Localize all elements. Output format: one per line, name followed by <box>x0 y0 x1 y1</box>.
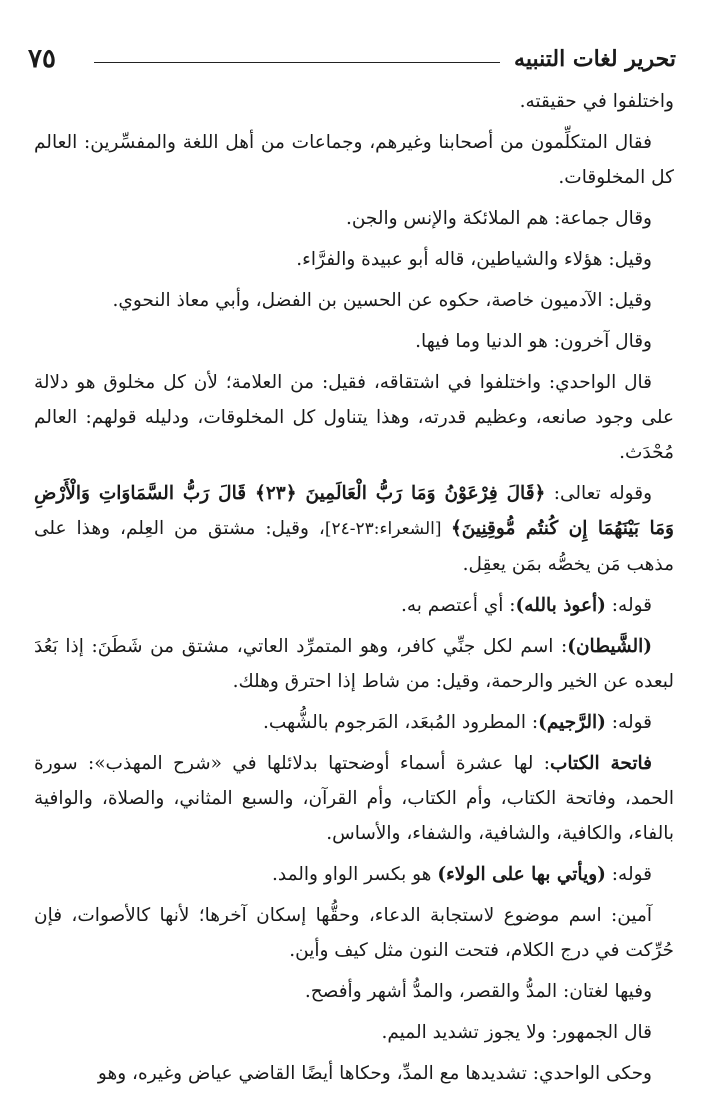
p11-rest: : المطرود المُبعَد، المَرجوم بالشُّهب. <box>263 712 539 733</box>
paragraph-15: وفيها لغتان: المدُّ والقصر، والمدُّ أشهر وأفصح. <box>304 981 652 1002</box>
paragraph-14: آمين: اسم موضوع لاستجابة الدعاء، وحقُّها إسكان آخرها؛ لأنها كالأصوات، فإن حُرِّكت في درج الكلام، فتحت النون مثل كيف وأين. <box>34 905 674 961</box>
term-audhu: (أعوذ بالله) <box>515 595 606 616</box>
page-body <box>34 84 674 1097</box>
term-fatiha: فاتحة الكتاب <box>549 753 652 774</box>
p8-rest: ، وقيل: مشتق من العِلم، وهذا على مذهب مَن يخصُّه بمَن يعقِل. <box>34 518 674 575</box>
paragraph-2: فقال المتكلِّمون من أصحابنا وغيرهم، وجماعات من أهل اللغة والمفسِّرين: العالم كل المخلوقات. <box>34 132 674 188</box>
p9-intro: قوله: <box>605 595 652 616</box>
running-title: تحرير لغات التنبيه <box>514 46 676 72</box>
term-wala: (ويأتي بها على الولاء) <box>437 864 606 885</box>
term-shaitan: (الشَّيطان) <box>567 636 652 657</box>
term-rajim: (الرَّجيم) <box>538 712 606 733</box>
running-header <box>28 44 676 80</box>
paragraph-6: وقال آخرون: هو الدنيا وما فيها. <box>415 331 652 352</box>
p8-intro: وقوله تعالى: <box>545 483 653 504</box>
paragraph-10 <box>34 629 674 699</box>
paragraph-3: وقال جماعة: هم الملائكة والإنس والجن. <box>345 208 652 229</box>
p10-rest: : اسم لكل جنِّي كافر، وهو المتمرِّد العاتي، مشتق من شَطَنَ: إذا بَعُدَ لبعده عن الخير والرحمة، وقيل: من شاط إذا احترق وهلك. <box>34 636 674 692</box>
p11-intro: قوله: <box>605 712 652 733</box>
paragraph-7: قال الواحدي: واختلفوا في اشتقاقه، فقيل: من العلامة؛ لأن كل مخلوق هو دلالة على وجود صانعه، وعظيم قدرته، وهذا يتناول كل المخلوقات، ودليله قولهم: العالم مُحْدَث. <box>34 372 674 463</box>
page-number: ٧٥ <box>28 44 56 74</box>
paragraph-4: وقيل: هؤلاء والشياطين، قاله أبو عبيدة والفرَّاء. <box>296 249 652 270</box>
p9-rest: : أي أعتصم به. <box>400 595 516 616</box>
paragraph-9 <box>34 588 674 623</box>
paragraph-5: وقيل: الآدميون خاصة، حكوه عن الحسين بن الفضل، وأبي معاذ النحوي. <box>112 290 652 311</box>
header-rule <box>94 62 500 63</box>
paragraph-8 <box>34 476 674 582</box>
paragraph-11 <box>34 705 674 740</box>
paragraph-12 <box>34 746 674 851</box>
p13-intro: قوله: <box>605 864 652 885</box>
quran-verse: ﴿قَالَ فِرْعَوْنُ وَمَا رَبُّ الْعَالَمِينَ ﴿٢٣﴾ قَالَ رَبُّ السَّمَاوَاتِ وَالْأَرْضِ وَمَا بَيْنَهُمَا إِن كُنتُم مُّوقِنِينَ﴾ <box>34 483 674 539</box>
paragraph-13 <box>34 857 674 892</box>
verse-reference: [الشعراء:٢٣-٢٤] <box>324 519 451 539</box>
paragraph-16: قال الجمهور: ولا يجوز تشديد الميم. <box>381 1022 652 1043</box>
p12-rest: : لها عشرة أسماء أوضحتها بدلائلها في «شرح المهذب»: سورة الحمد، وفاتحة الكتاب، وأم الكتاب، وأم القرآن، والسبع المثاني، والصلاة، والوافية بالفاء، والكافية، والشافية، والشفاء، والأساس. <box>34 753 674 844</box>
paragraph-1: واختلفوا في حقيقته. <box>519 91 674 112</box>
paragraph-17: وحكى الواحدي: تشديدها مع المدِّ، وحكاها أيضًا القاضي عياض وغيره، وهو <box>97 1063 652 1084</box>
p13-rest: هو بكسر الواو والمد. <box>271 864 438 885</box>
